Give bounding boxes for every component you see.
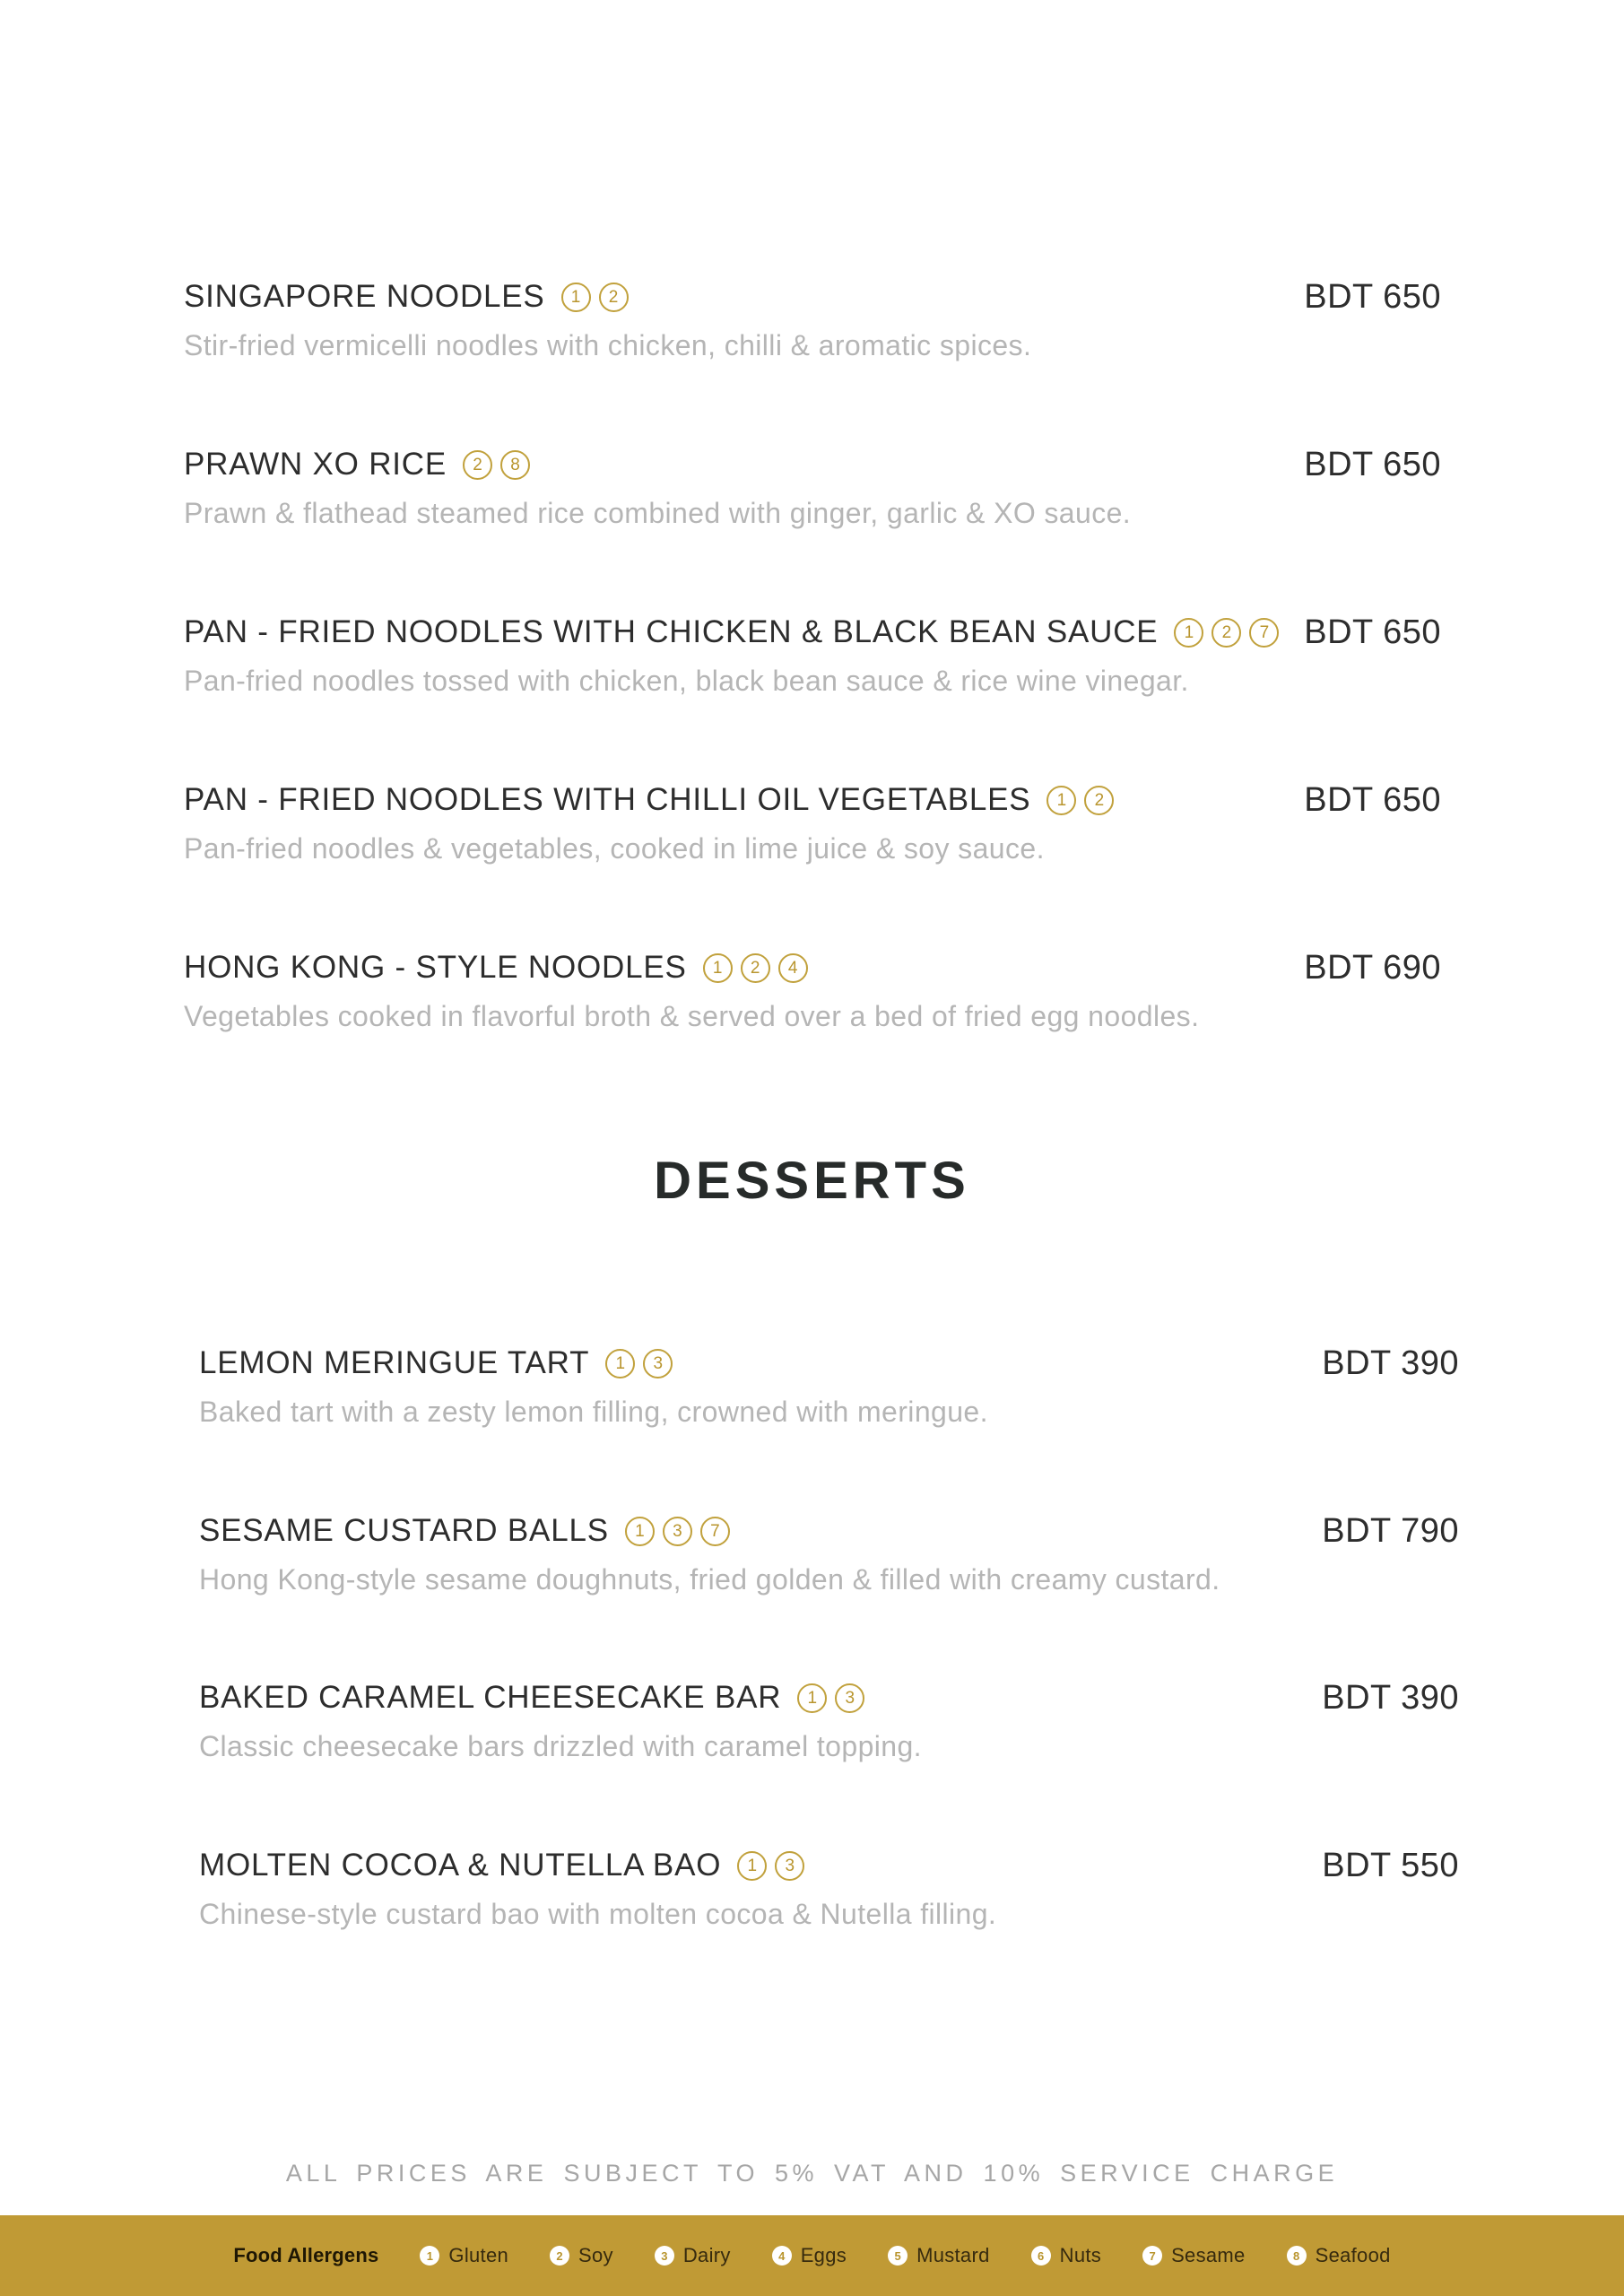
allergen-name: Soy xyxy=(578,2244,613,2266)
item-header xyxy=(184,778,1441,822)
menu-item xyxy=(199,1341,1459,1431)
allergen-badges xyxy=(463,450,530,480)
item-header xyxy=(199,1843,1459,1888)
allergen-number-icon: 1 xyxy=(1046,786,1076,815)
item-price: BDT 650 xyxy=(1304,613,1441,651)
item-price: BDT 650 xyxy=(1304,445,1441,483)
item-price: BDT 650 xyxy=(1304,277,1441,316)
vat-service-charge-note: ALL PRICES ARE SUBJECT TO 5% VAT AND 10% SERVICE CHARGE xyxy=(285,2160,1339,2187)
allergen-legend-entry xyxy=(420,2244,508,2267)
allergen-legend-entry xyxy=(1142,2244,1246,2267)
item-description: Classic cheesecake bars drizzled with caramel topping. xyxy=(199,1730,922,1762)
allergen-number-icon: 2 xyxy=(741,953,770,983)
item-title: MOLTEN COCOA & NUTELLA BAO xyxy=(199,1848,722,1883)
allergen-legend-entry xyxy=(888,2244,990,2267)
item-description: Prawn & flathead steamed rice combined with ginger, garlic & XO sauce. xyxy=(184,497,1132,529)
allergen-number-icon: 3 xyxy=(655,2246,674,2266)
allergen-badges xyxy=(797,1683,864,1713)
menu-item xyxy=(199,1843,1459,1934)
item-header xyxy=(184,945,1441,990)
allergen-badges xyxy=(605,1349,673,1378)
allergen-badges xyxy=(561,283,629,312)
allergen-number-icon: 2 xyxy=(599,283,629,312)
menu-item xyxy=(184,778,1441,868)
item-header xyxy=(184,274,1441,319)
desserts-section-heading: DESSERTS xyxy=(654,1152,970,1210)
allergen-number-icon: 1 xyxy=(420,2246,439,2266)
menu-item xyxy=(184,610,1441,700)
item-description: Pan-fried noodles tossed with chicken, black bean sauce & rice wine vinegar. xyxy=(184,665,1189,697)
item-price: BDT 790 xyxy=(1322,1511,1459,1550)
item-header xyxy=(199,1341,1459,1386)
allergen-name: Dairy xyxy=(682,2244,731,2266)
allergen-name: Eggs xyxy=(800,2244,847,2266)
allergen-number-icon: 1 xyxy=(625,1517,655,1546)
item-header xyxy=(199,1509,1459,1553)
item-description: Chinese-style custard bao with molten cocoa & Nutella filling. xyxy=(199,1898,997,1930)
item-header xyxy=(184,442,1441,487)
allergen-number-icon: 2 xyxy=(1211,618,1241,648)
allergen-legend-entry xyxy=(772,2244,847,2267)
allergen-name: Gluten xyxy=(448,2244,509,2266)
allergen-number-icon: 2 xyxy=(1084,786,1114,815)
allergen-number-icon: 8 xyxy=(500,450,530,480)
item-description: Baked tart with a zesty lemon filling, crowned with meringue. xyxy=(199,1396,988,1428)
allergen-name: Sesame xyxy=(1171,2244,1246,2266)
allergen-number-icon: 2 xyxy=(550,2246,569,2266)
allergen-number-icon: 1 xyxy=(737,1851,767,1881)
allergen-number-icon: 3 xyxy=(643,1349,673,1378)
item-price: BDT 390 xyxy=(1322,1678,1459,1717)
item-header xyxy=(184,610,1441,655)
allergen-number-icon: 6 xyxy=(1031,2246,1051,2266)
item-title: SESAME CUSTARD BALLS xyxy=(199,1513,609,1548)
item-description: Pan-fried noodles & vegetables, cooked in lime juice & soy sauce. xyxy=(184,832,1045,865)
allergen-number-icon: 1 xyxy=(605,1349,635,1378)
allergen-badges xyxy=(1046,786,1114,815)
item-title: LEMON MERINGUE TART xyxy=(199,1345,590,1380)
allergen-number-icon: 7 xyxy=(1142,2246,1162,2266)
allergen-badges xyxy=(1174,618,1279,648)
allergen-number-icon: 1 xyxy=(797,1683,827,1713)
allergen-legend-entry xyxy=(655,2244,731,2267)
allergen-legend-entry xyxy=(1287,2244,1391,2267)
menu-item xyxy=(184,442,1441,533)
menu-item xyxy=(199,1675,1459,1766)
item-price: BDT 690 xyxy=(1304,948,1441,987)
item-description: Vegetables cooked in flavorful broth & served over a bed of fried egg noodles. xyxy=(184,1000,1200,1032)
allergen-number-icon: 7 xyxy=(700,1517,730,1546)
menu-item xyxy=(184,945,1441,1036)
menu-item xyxy=(199,1509,1459,1599)
item-price: BDT 550 xyxy=(1322,1846,1459,1884)
item-price: BDT 390 xyxy=(1322,1344,1459,1382)
allergen-number-icon: 4 xyxy=(778,953,808,983)
allergen-number-icon: 5 xyxy=(888,2246,908,2266)
allergen-number-icon: 7 xyxy=(1249,618,1279,648)
allergen-number-icon: 8 xyxy=(1287,2246,1307,2266)
allergen-name: Seafood xyxy=(1315,2244,1391,2266)
allergen-badges xyxy=(703,953,808,983)
item-description: Hong Kong-style sesame doughnuts, fried golden & filled with creamy custard. xyxy=(199,1563,1220,1596)
allergen-number-icon: 3 xyxy=(775,1851,804,1881)
item-title: BAKED CARAMEL CHEESECAKE BAR xyxy=(199,1680,782,1715)
allergen-number-icon: 4 xyxy=(772,2246,792,2266)
allergen-legend-entry xyxy=(1031,2244,1101,2267)
item-title: HONG KONG - STYLE NOODLES xyxy=(184,950,687,985)
allergen-number-icon: 1 xyxy=(561,283,591,312)
allergen-legend-label: Food Allergens xyxy=(233,2244,379,2266)
allergen-number-icon: 3 xyxy=(835,1683,864,1713)
allergen-legend-entry xyxy=(550,2244,613,2267)
allergen-name: Nuts xyxy=(1059,2244,1102,2266)
item-title: PRAWN XO RICE xyxy=(184,447,447,482)
item-title: PAN - FRIED NOODLES WITH CHILLI OIL VEGETABLES xyxy=(184,782,1031,817)
allergen-number-icon: 3 xyxy=(663,1517,692,1546)
allergen-badges xyxy=(625,1517,730,1546)
item-description: Stir-fried vermicelli noodles with chicken, chilli & aromatic spices. xyxy=(184,329,1032,361)
item-price: BDT 650 xyxy=(1304,780,1441,819)
allergen-number-icon: 1 xyxy=(1174,618,1203,648)
item-title: PAN - FRIED NOODLES WITH CHICKEN & BLACK BEAN SAUCE xyxy=(184,614,1159,649)
item-title: SINGAPORE NOODLES xyxy=(184,279,545,314)
item-header xyxy=(199,1675,1459,1720)
allergen-number-icon: 2 xyxy=(463,450,492,480)
allergen-badges xyxy=(737,1851,804,1881)
allergen-legend-bar xyxy=(0,2215,1624,2296)
allergen-name: Mustard xyxy=(916,2244,990,2266)
menu-item xyxy=(184,274,1441,365)
allergen-number-icon: 1 xyxy=(703,953,733,983)
